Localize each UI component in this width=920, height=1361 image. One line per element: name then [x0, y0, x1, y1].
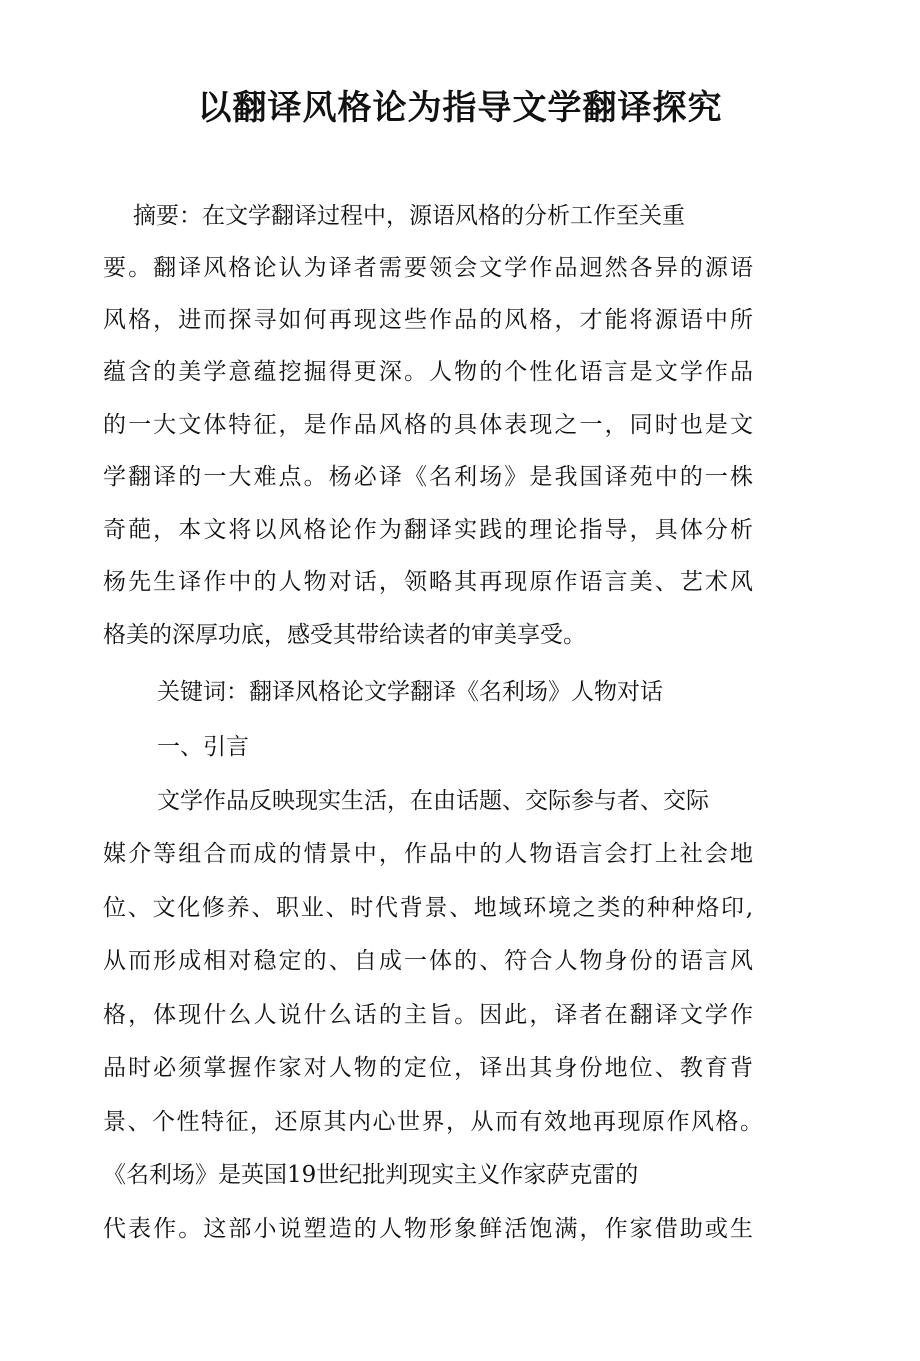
abstract-line: 风格，进而探寻如何再现这些作品的风格，才能将源语中所: [103, 307, 753, 333]
abstract-line: 格美的深厚功底，感受其带给读者的审美享受。: [103, 622, 586, 648]
body-line: 景、个性特征，还原其内心世界，从而有效地再现原作风格。: [103, 1109, 763, 1135]
abstract-line: 学翻译的一大难点。杨必译《名利场》是我国译苑中的一株: [103, 464, 753, 490]
body-line: 代表作。这部小说塑造的人物形象鲜活饱满，作家借助或生: [103, 1216, 753, 1242]
section-heading: 一、引言: [157, 734, 249, 760]
body-line: 格，体现什么人说什么话的主旨。因此，译者在翻译文学作: [103, 1002, 753, 1028]
abstract-line: 要。翻译风格论认为译者需要领会文学作品迥然各异的源语: [103, 255, 753, 281]
abstract-line: 杨先生译作中的人物对话，领略其再现原作语言美、艺术风: [103, 569, 753, 595]
body-line: 《名利场》是英国19世纪批判现实主义作家萨克雷的: [103, 1162, 639, 1188]
abstract-line: 摘要：在文学翻译过程中，源语风格的分析工作至关重: [133, 203, 685, 229]
abstract-line: 奇葩，本文将以风格论作为翻译实践的理论指导，具体分析: [103, 517, 753, 543]
document-title: 以翻译风格论为指导文学翻译探究: [197, 88, 723, 128]
body-line: 媒介等组合而成的情景中，作品中的人物语言会打上社会地: [103, 841, 753, 867]
keywords-line: 关键词：翻译风格论文学翻译《名利场》人物对话: [157, 679, 663, 705]
abstract-line: 的一大文体特征，是作品风格的具体表现之一，同时也是文: [103, 412, 753, 438]
body-line: 品时必须掌握作家对人物的定位，译出其身份地位、教育背: [103, 1055, 753, 1081]
abstract-line: 蕴含的美学意蕴挖掘得更深。人物的个性化语言是文学作品: [103, 359, 753, 385]
body-line: 文学作品反映现实生活，在由话题、交际参与者、交际: [157, 788, 709, 814]
body-line: 从而形成相对稳定的、自成一体的、符合人物身份的语言风: [103, 948, 753, 974]
body-line: 位、文化修养、职业、时代背景、地域环境之类的种种烙印,: [103, 895, 753, 921]
